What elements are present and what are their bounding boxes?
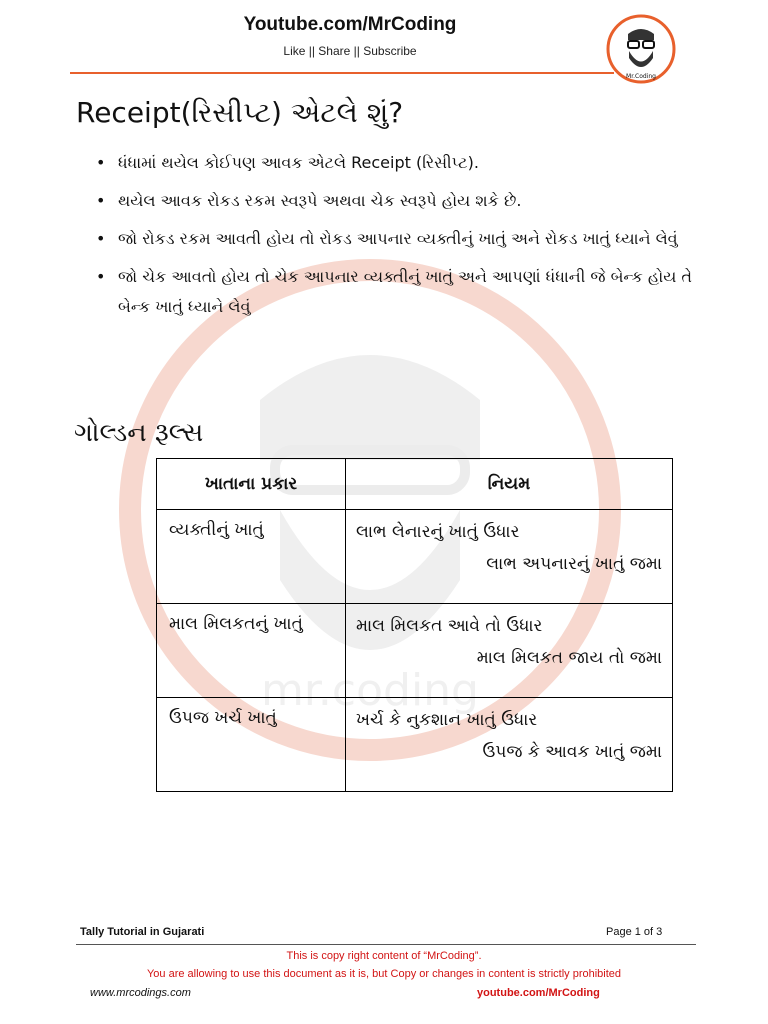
bullet-list (96, 148, 716, 330)
rule-cell (346, 604, 673, 698)
header-divider (70, 72, 614, 74)
header-title: Youtube.com/MrCoding (243, 14, 457, 35)
table-header-rule: નિયમ (346, 459, 673, 510)
account-type-cell: ઉપજ ખર્ચ ખાતું (157, 698, 346, 792)
rule-credit: લાભ અપનારનું ખાતું જમા (486, 554, 662, 574)
youtube-link[interactable]: youtube.com/MrCoding (477, 987, 600, 999)
table-row (157, 510, 673, 604)
footer-doc-title: Tally Tutorial in Gujarati (80, 926, 205, 938)
table-header-row (157, 459, 673, 510)
copyright-warning: You are allowing to use this document as it is, but Copy or changes in content is strictly prohibited (146, 968, 622, 980)
rule-debit: લાભ લેનારનું ખાતું ઉધાર (356, 522, 520, 542)
table-row (157, 604, 673, 698)
table-row (157, 698, 673, 792)
bullet-item: • જો રોકડ રકમ આવતી હોય તો રોકડ આપનાર વ્યક્તીનું ખાતું અને રોકડ ખાતું ધ્યાને લેવું (96, 224, 716, 254)
account-type-cell: માલ મિલકતનું ખાતું (157, 604, 346, 698)
logo-text: Mr.Coding (626, 73, 656, 80)
bullet-item: • જો ચેક આવતો હોય તો ચેક આપનાર વ્યક્તીનું ખાતું અને આપણાં ધંધાની જે બેન્ક હોય તે બેન્ક ખાતું ધ્યાને લેવું (96, 262, 716, 322)
account-type-cell: વ્યક્તીનું ખાતું (157, 510, 346, 604)
copyright-notice: This is copy right content of “MrCoding”. (286, 950, 482, 962)
rule-debit: ખર્ચ કે નુકશાન ખાતું ઉધાર (356, 710, 538, 730)
page-heading: Receipt(રિસીપ્ટ) એટલે શું? (76, 96, 404, 129)
table-header-account-type: ખાતાના પ્રકાર (157, 459, 346, 510)
golden-rules-table (156, 458, 673, 792)
rule-cell (346, 510, 673, 604)
rule-credit: માલ મિલકત જાય તો જમા (476, 648, 662, 668)
mr-coding-logo (606, 14, 676, 84)
footer-page-number: Page 1 of 3 (606, 926, 663, 938)
footer-divider (76, 944, 696, 945)
rule-cell (346, 698, 673, 792)
rule-debit: માલ મિલકત આવે તો ઉધાર (356, 616, 543, 636)
bullet-item: • ધંધામાં થયેલ કોઈપણ આવક એટલે Receipt (રિસીપ્ટ). (96, 148, 716, 178)
header-subtitle: Like || Share || Subscribe (283, 44, 417, 58)
golden-rules-heading: ગોલ્ડન રૂલ્સ (74, 418, 204, 448)
rule-credit: ઉપજ કે આવક ખાતું જમા (482, 742, 662, 762)
watermark-text: mr.coding (261, 665, 479, 716)
website-link[interactable]: www.mrcodings.com (90, 987, 191, 999)
bullet-item: • થયેલ આવક રોકડ રકમ સ્વરૂપે અથવા ચેક સ્વરૂપે હોય શકે છે. (96, 186, 716, 216)
